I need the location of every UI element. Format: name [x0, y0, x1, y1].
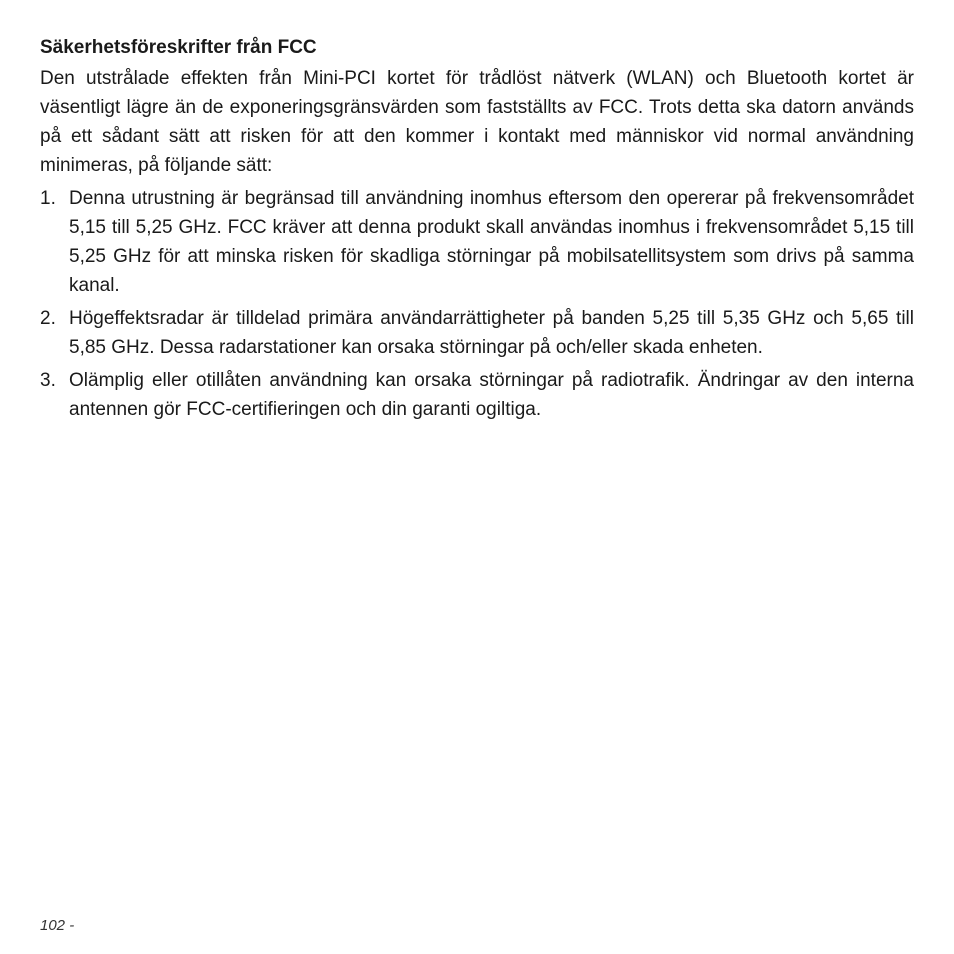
list-item	[40, 366, 914, 424]
list-item-number: 3.	[40, 370, 56, 391]
list-item-number: 2.	[40, 308, 56, 329]
section-heading: Säkerhetsföreskrifter från FCC	[40, 37, 317, 58]
list-item-text: Olämplig eller otillåten användning kan orsaka störningar på radiotrafik. Ändringar av den interna antennen gör FCC-certifieringen och din garanti ogiltiga.	[69, 370, 914, 420]
list-item	[40, 184, 914, 300]
document-page	[40, 34, 914, 428]
list-item	[40, 304, 914, 362]
list-item-text: Denna utrustning är begränsad till användning inomhus eftersom den opererar på frekvensområdet 5,15 till 5,25 GHz. FCC kräver att denna produkt skall användas inomhus i frekvensområdet 5,15 till 5,25 GHz för att minska risken för skadliga störningar på mobilsatellitsystem som drivs på samma kanal.	[69, 188, 914, 296]
page-number: 102 -	[40, 917, 75, 934]
intro-paragraph: Den utstrålade effekten från Mini-PCI kortet för trådlöst nätverk (WLAN) och Bluetooth kortet är väsentligt lägre än de exponeringsgränsvärden som fastställts av FCC. Trots detta ska datorn används på ett sådant sätt att risken för att den kommer i kontakt med människor vid normal användning minimeras, på följande sätt:	[40, 68, 914, 176]
list-item-number: 1.	[40, 188, 56, 209]
numbered-list	[40, 184, 914, 424]
list-item-text: Högeffektsradar är tilldelad primära användarrättigheter på banden 5,25 till 5,35 GHz och 5,65 till 5,85 GHz. Dessa radarstationer kan orsaka störningar på och/eller skada enheten.	[69, 308, 914, 358]
